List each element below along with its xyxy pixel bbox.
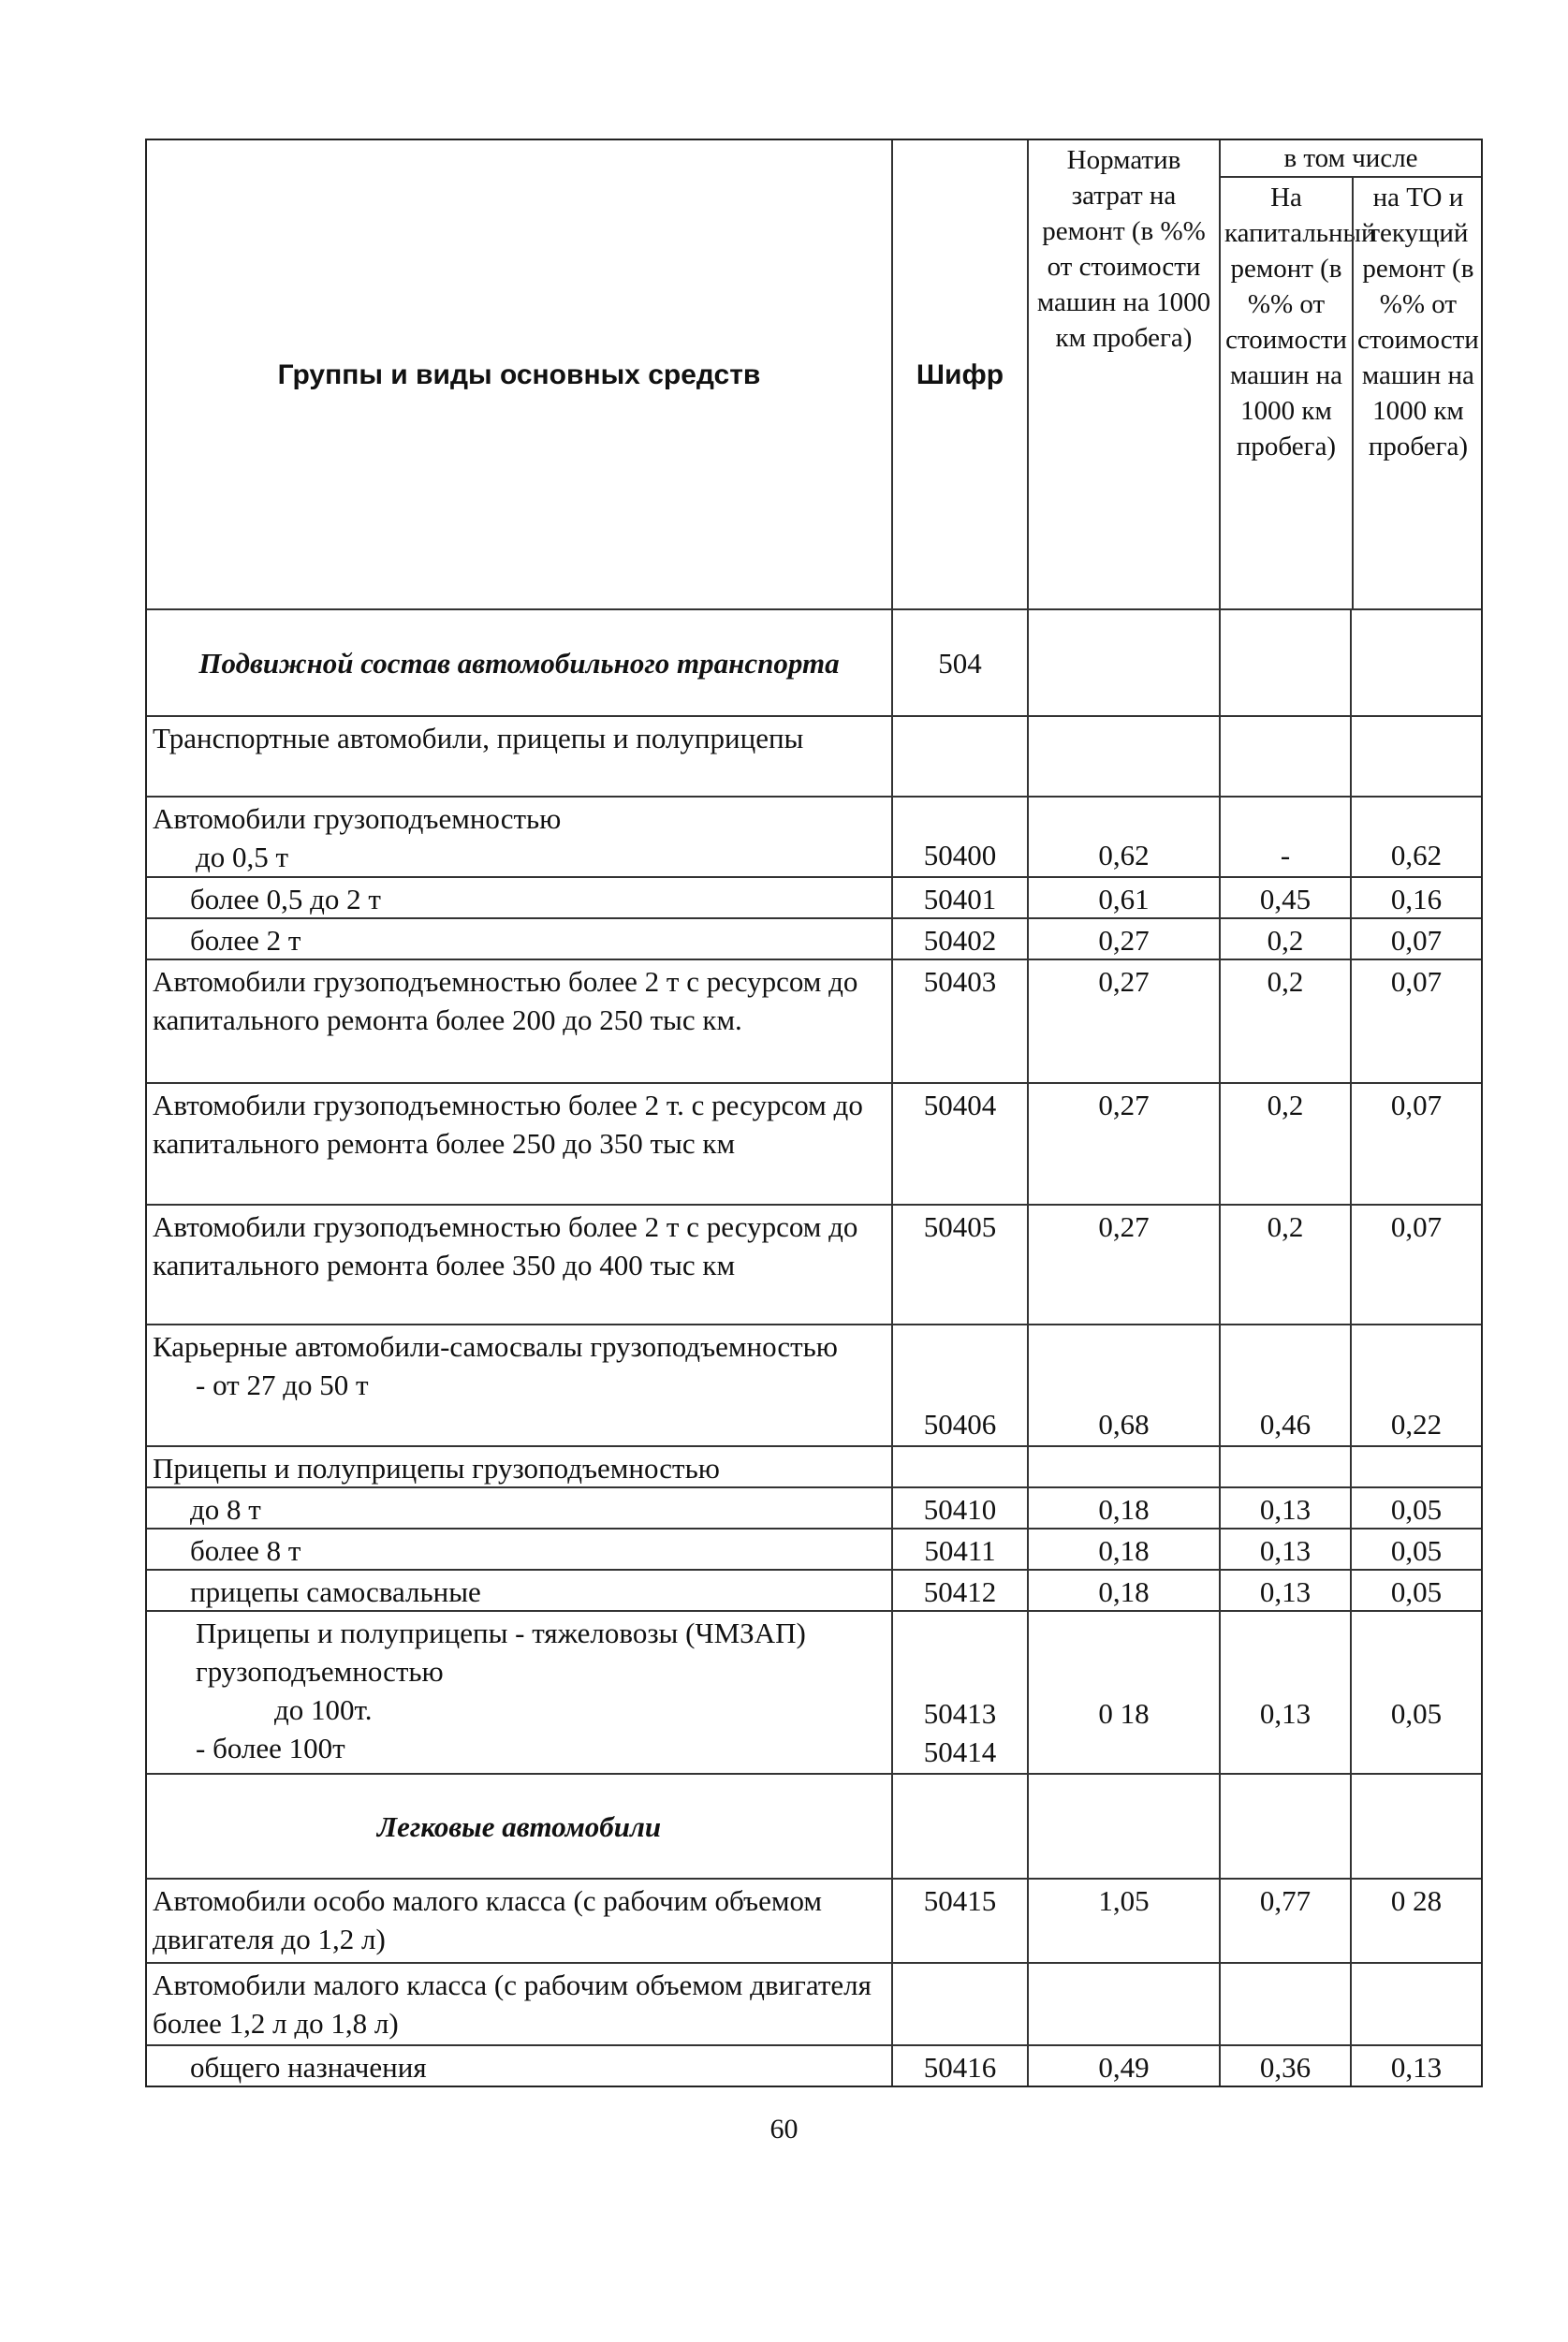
- norm-cell: 0,18: [1027, 1530, 1219, 1569]
- norm-cell: 0,27: [1027, 1206, 1219, 1324]
- table-row: [147, 876, 1481, 917]
- group-cell: Автомобили малого класса (с рабочим объемом двигателя более 1,2 л до 1,8 л): [153, 1969, 872, 2040]
- section-title: Подвижной состав автомобильного транспорта: [198, 646, 840, 680]
- group-cell: более 0,5 до 2 т: [190, 883, 381, 915]
- norm-cell: 0,27: [1027, 960, 1219, 1082]
- code-cell: 50402: [891, 919, 1027, 959]
- group-cell: общего назначения: [190, 2051, 427, 2084]
- group-cell: Прицепы и полуприцепы грузоподъемностью: [153, 1452, 720, 1485]
- code-cell: 50404: [891, 1084, 1027, 1204]
- norm-cell: 0,27: [1027, 919, 1219, 959]
- group-cell: Автомобили грузоподъемностью более 2 т с ресурсом до капитального ремонта более 350 до 400 тыс км: [153, 1210, 858, 1281]
- header-incl-group: [1219, 140, 1481, 608]
- capital-cell: 0,13: [1219, 1571, 1350, 1610]
- norm-cell: 0,68: [1098, 1408, 1150, 1441]
- code-cell: 50412: [891, 1571, 1027, 1610]
- group-cell: прицепы самосвальные: [190, 1575, 481, 1608]
- subgroup-cell: - от 27 до 50 т: [196, 1369, 369, 1401]
- table-row: [147, 1569, 1481, 1610]
- norms-table: [145, 139, 1483, 2087]
- table-row: [147, 796, 1481, 876]
- capital-cell: 0,2: [1219, 919, 1350, 959]
- norm-cell: 0,18: [1027, 1571, 1219, 1610]
- norm-cell: 0,18: [1027, 1488, 1219, 1528]
- capital-cell: 0,13: [1259, 1697, 1312, 1730]
- header-group: Группы и виды основных средств: [277, 359, 761, 390]
- header-to-repair: на ТО и текущий ремонт (в %% от стоимости машин на 1000 км пробега): [1352, 178, 1483, 608]
- to-cell: 0,22: [1390, 1408, 1443, 1441]
- to-cell: 0,62: [1390, 839, 1443, 871]
- table-row: [147, 1610, 1481, 1773]
- page-number: 60: [769, 2114, 799, 2144]
- to-cell: 0,16: [1350, 878, 1481, 917]
- norm-cell: 0,49: [1027, 2046, 1219, 2086]
- norm-cell: 1,05: [1027, 1880, 1219, 1962]
- code-cell: 50416: [891, 2046, 1027, 2086]
- norm-cell: 0,62: [1098, 839, 1150, 871]
- capital-cell: 0,13: [1219, 1530, 1350, 1569]
- header-norm: Норматив затрат на ремонт (в %% от стоимости машин на 1000 км пробега): [1027, 140, 1219, 608]
- code-cell: 50403: [891, 960, 1027, 1082]
- code-cell: 50401: [891, 878, 1027, 917]
- header-code: Шифр: [891, 140, 1027, 608]
- code-cell: 50411: [891, 1530, 1027, 1569]
- table-row: [147, 1962, 1481, 2044]
- to-cell: 0,07: [1350, 1206, 1481, 1324]
- table-row: [147, 1878, 1481, 1962]
- table-row: [147, 1324, 1481, 1445]
- subgroup-cell: до 0,5 т: [196, 841, 289, 873]
- to-cell: 0,13: [1350, 2046, 1481, 2086]
- header-capital-repair: На капитальный ремонт (в %% от стоимости машин на 1000 км пробега): [1224, 183, 1376, 461]
- group-cell: более 2 т: [190, 924, 301, 957]
- code-cell: 50414: [923, 1735, 997, 1768]
- table-row: [147, 1486, 1481, 1528]
- code-cell: 50415: [891, 1880, 1027, 1962]
- group-cell: Автомобили грузоподъемностью: [153, 802, 562, 835]
- header-incl: в том числе: [1221, 140, 1481, 178]
- capital-cell: 0,2: [1219, 1084, 1350, 1204]
- table-row: [147, 1082, 1481, 1204]
- group-cell: Автомобили грузоподъемностью более 2 т с ресурсом до капитального ремонта более 200 до 250 тыс км.: [153, 965, 858, 1036]
- table-row: [147, 608, 1481, 715]
- capital-cell: 0,77: [1219, 1880, 1350, 1962]
- to-cell: 0 28: [1350, 1880, 1481, 1962]
- group-cell: более 8 т: [190, 1534, 301, 1567]
- to-cell: 0,07: [1350, 1084, 1481, 1204]
- capital-cell: -: [1280, 839, 1291, 871]
- table-row: [147, 2044, 1481, 2086]
- to-cell: 0,07: [1350, 960, 1481, 1082]
- to-cell: 0,05: [1390, 1697, 1443, 1730]
- table-row: [147, 1773, 1481, 1878]
- code-cell: 50405: [891, 1206, 1027, 1324]
- norm-cell: 0 18: [1098, 1697, 1150, 1730]
- code-cell: 50400: [923, 839, 997, 871]
- capital-cell: 0,46: [1259, 1408, 1312, 1441]
- to-cell: 0,07: [1350, 919, 1481, 959]
- to-cell: 0,05: [1350, 1530, 1481, 1569]
- group-cell: Прицепы и полуприцепы - тяжеловозы (ЧМЗАП) грузоподъемностью: [196, 1617, 806, 1688]
- table-row: [147, 917, 1481, 959]
- code-cell: 504: [891, 610, 1027, 715]
- section-title: Легковые автомобили: [376, 1809, 662, 1843]
- capital-cell: 0,13: [1219, 1488, 1350, 1528]
- table-row: [147, 959, 1481, 1082]
- code-cell: 50410: [891, 1488, 1027, 1528]
- table-row: [147, 1528, 1481, 1569]
- code-cell: 50413: [923, 1697, 997, 1730]
- group-cell: Автомобили особо малого класса (с рабочим объемом двигателя до 1,2 л): [153, 1884, 822, 1955]
- group-cell: до 8 т: [190, 1493, 261, 1526]
- capital-cell: 0,36: [1219, 2046, 1350, 2086]
- table-row: [147, 1445, 1481, 1486]
- group-cell: Карьерные автомобили-самосвалы грузоподъемностью: [153, 1330, 838, 1363]
- table-header: [147, 140, 1481, 608]
- to-cell: 0,05: [1350, 1488, 1481, 1528]
- norm-cell: 0,61: [1027, 878, 1219, 917]
- capital-cell: 0,2: [1219, 1206, 1350, 1324]
- subgroup-cell: - более 100т: [196, 1732, 345, 1764]
- norm-cell: 0,27: [1027, 1084, 1219, 1204]
- table-row: [147, 1204, 1481, 1324]
- to-cell: 0,05: [1350, 1571, 1481, 1610]
- capital-cell: 0,45: [1219, 878, 1350, 917]
- code-cell: 50406: [923, 1408, 997, 1441]
- group-cell: Автомобили грузоподъемностью более 2 т. с ресурсом до капитального ремонта более 250 до 350 тыс км: [153, 1089, 863, 1160]
- subgroup-cell: до 100т.: [274, 1693, 373, 1726]
- table-row: [147, 715, 1481, 796]
- group-cell: Транспортные автомобили, прицепы и полуприцепы: [153, 722, 804, 754]
- capital-cell: 0,2: [1219, 960, 1350, 1082]
